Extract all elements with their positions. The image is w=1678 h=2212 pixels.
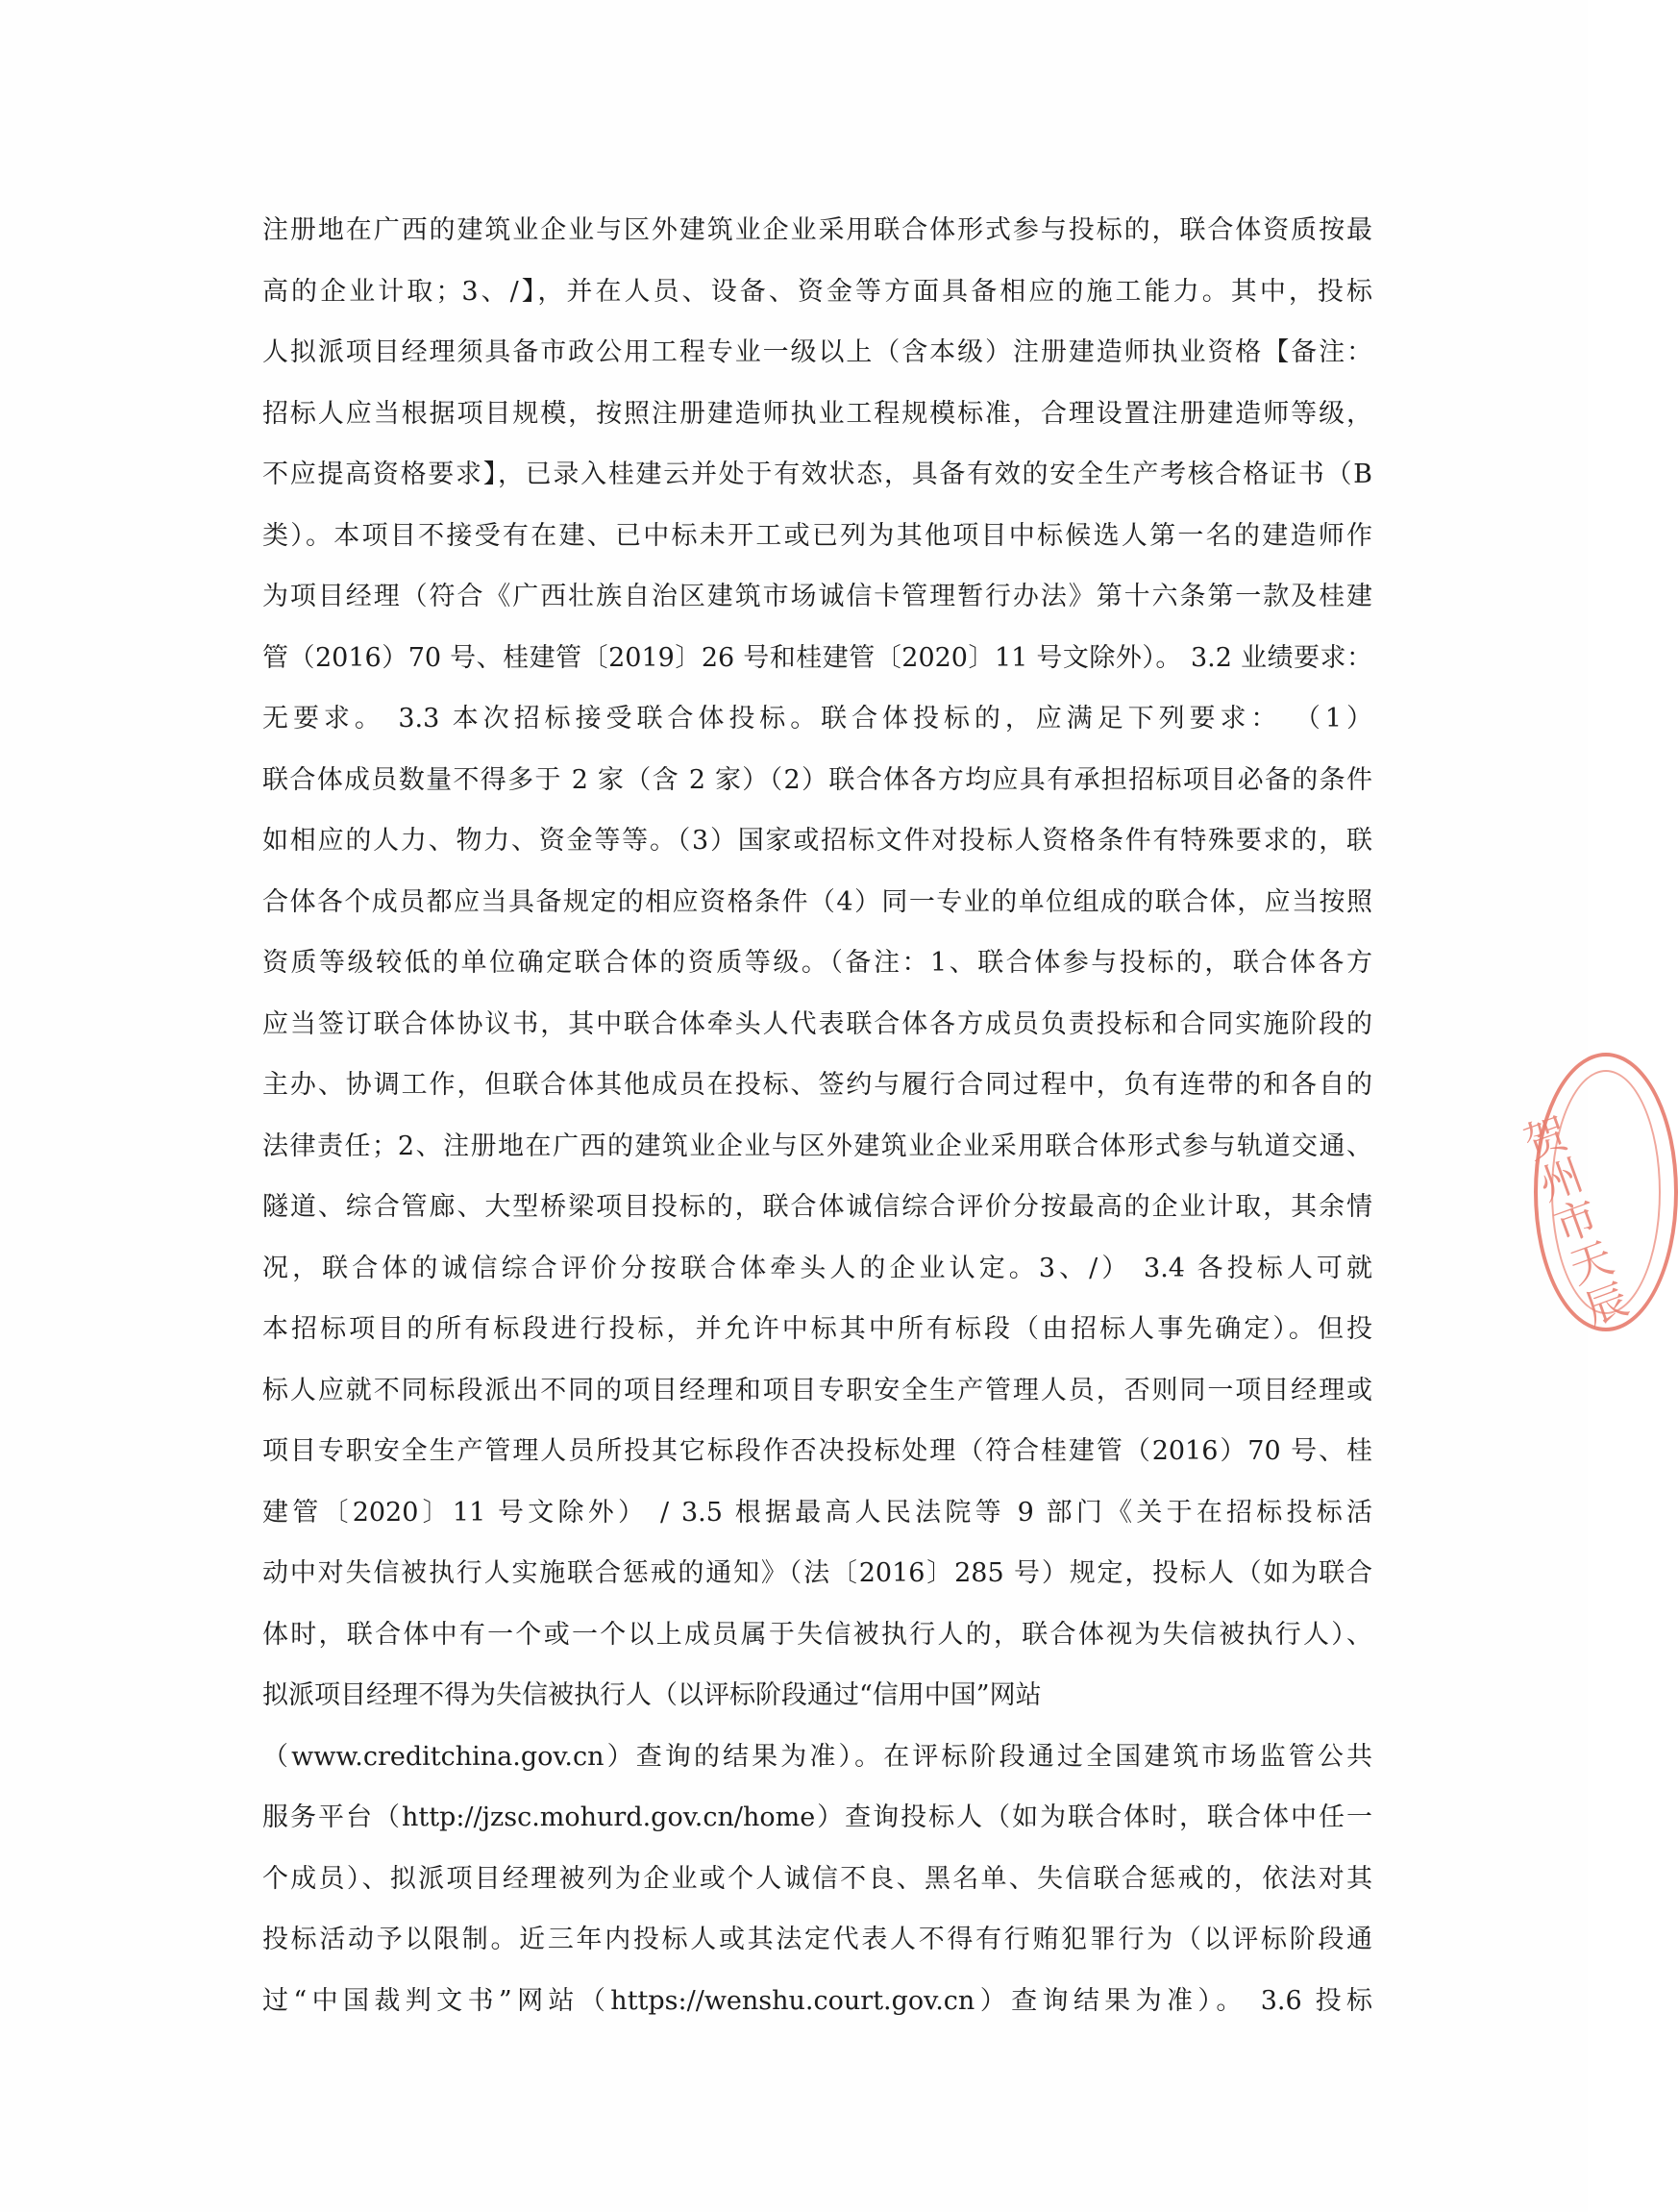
text-line: 如相应的人力、物力、资金等等。（3）国家或招标文件对投标人资格条件有特殊要求的，联 (262, 826, 1372, 856)
text-line: 动中对失信被执行人实施联合惩戒的通知》（法〔2016〕285 号）规定，投标人（如为联合 (262, 1558, 1372, 1588)
official-seal-stamp (1518, 1053, 1678, 1336)
document-body-text (262, 200, 1372, 2031)
text-line: 况，联合体的诚信综合评价分按联合体牵头人的企业认定。3、/） 3.4 各投标人可就 (262, 1253, 1372, 1283)
text-line: 体时，联合体中有一个或一个以上成员属于失信被执行人的，联合体视为失信被执行人）、 (262, 1619, 1372, 1650)
text-line: 为项目经理（符合《广西壮族自治区建筑市场诚信卡管理暂行办法》第十六条第一款及桂建 (262, 582, 1372, 611)
text-line: 投标活动予以限制。近三年内投标人或其法定代表人不得有行贿犯罪行为（以评标阶段通 (262, 1925, 1372, 1954)
text-line: 建管〔2020〕11 号文除外） / 3.5 根据最高人民法院等 9 部门《关于在招标投标活 (262, 1497, 1372, 1528)
text-line: 拟派项目经理不得为失信被执行人（以评标阶段通过“信用中国”网站 (262, 1680, 1042, 1710)
text-line: 联合体成员数量不得多于 2 家（含 2 家）（2）联合体各方均应具有承担招标项目必备的条件 (262, 764, 1372, 795)
text-line: 类）。本项目不接受有在建、已中标未开工或已列为其他项目中标候选人第一名的建造师作 (262, 520, 1372, 551)
text-line: 隧道、综合管廊、大型桥梁项目投标的，联合体诚信综合评价分按最高的企业计取，其余情 (262, 1192, 1372, 1222)
seal-text: 贺州市天辰 (1518, 1108, 1636, 1336)
text-line: 招标人应当根据项目规模，按照注册建造师执业工程规模标准，合理设置注册建造师等级， (262, 398, 1372, 429)
text-line: 标人应就不同标段派出不同的项目经理和项目专职安全生产管理人员，否则同一项目经理或 (262, 1375, 1372, 1405)
text-line: 本招标项目的所有标段进行投标，并允许中标其中所有标段（由招标人事先确定）。但投 (262, 1314, 1372, 1344)
text-line: 无要求。 3.3 本次招标接受联合体投标。联合体投标的，应满足下列要求： （1） (262, 704, 1372, 733)
text-line: 法律责任；2、注册地在广西的建筑业企业与区外建筑业企业采用联合体形式参与轨道交通、 (262, 1131, 1372, 1161)
text-line: 高的企业计取；3、/】，并在人员、设备、资金等方面具备相应的施工能力。其中，投标 (262, 276, 1372, 307)
text-line: 个成员）、拟派项目经理被列为企业或个人诚信不良、黑名单、失信联合惩戒的，依法对其 (262, 1863, 1372, 1894)
text-line: 主办、协调工作，但联合体其他成员在投标、签约与履行合同过程中，负有连带的和各自的 (262, 1070, 1372, 1100)
text-line: 过“中国裁判文书”网站（https://wenshu.court.gov.cn）查询结果为准）。 3.6 投标 (262, 1985, 1372, 2016)
text-line: （www.creditchina.gov.cn）查询的结果为准）。在评标阶段通过全国建筑市场监管公共 (262, 1741, 1372, 1772)
text-line: 人拟派项目经理须具备市政公用工程专业一级以上（含本级）注册建造师执业资格【备注： (262, 337, 1372, 367)
text-line: 管（2016）70 号、桂建管〔2019〕26 号和桂建管〔2020〕11 号文除外）。 3.2 业绩要求： (262, 642, 1372, 673)
text-line: 项目专职安全生产管理人员所投其它标段作否决投标处理（符合桂建管（2016）70 号、桂 (262, 1436, 1372, 1466)
text-line: 服务平台（http://jzsc.mohurd.gov.cn/home）查询投标人（如为联合体时，联合体中任一 (262, 1802, 1372, 1832)
text-line: 注册地在广西的建筑业企业与区外建筑业企业采用联合体形式参与投标的，联合体资质按最 (262, 215, 1372, 245)
text-line: 应当签订联合体协议书，其中联合体牵头人代表联合体各方成员负责投标和合同实施阶段的 (262, 1008, 1372, 1039)
text-line: 不应提高资格要求】，已录入桂建云并处于有效状态，具备有效的安全生产考核合格证书（B (262, 460, 1372, 489)
text-line: 资质等级较低的单位确定联合体的资质等级。（备注：1、联合体参与投标的，联合体各方 (262, 948, 1372, 978)
text-line: 合体各个成员都应当具备规定的相应资格条件（4）同一专业的单位组成的联合体，应当按照 (262, 886, 1372, 917)
